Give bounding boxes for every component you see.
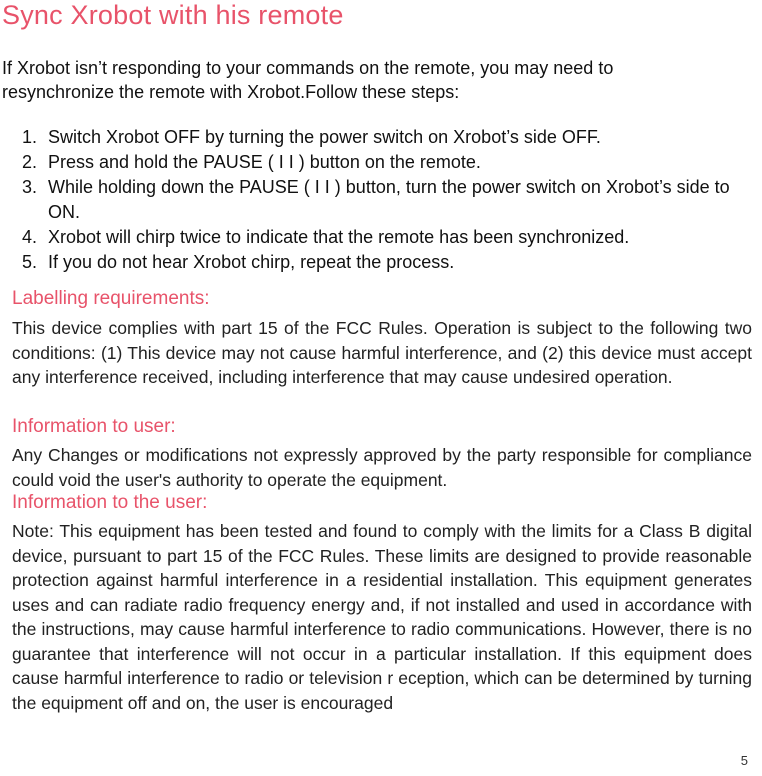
step-number: 3.: [22, 177, 38, 197]
info-user-heading: Information to user:: [12, 416, 176, 437]
step-item: [18, 225, 738, 250]
step-item: [18, 125, 738, 150]
page-title: Sync Xrobot with his remote: [2, 0, 344, 30]
step-item: [18, 150, 738, 175]
info-user-paragraph: Any Changes or modifications not expressly approved by the party responsible for compliance could void the user's authority to operate the equipment.: [12, 445, 752, 490]
step-number: 2.: [22, 152, 38, 172]
step-text: If you do not hear Xrobot chirp, repeat the process.: [48, 252, 455, 272]
sync-steps-list: [18, 125, 738, 275]
intro-paragraph: If Xrobot isn’t responding to your commands on the remote, you may need to resynchronize the remote with Xrobot.Follow these steps:: [2, 58, 614, 102]
step-text: Press and hold the PAUSE ( I I ) button on the remote.: [48, 152, 481, 172]
step-text: While holding down the PAUSE ( I I ) button, turn the power switch on Xrobot’s side to ON.: [48, 177, 730, 222]
step-text: Xrobot will chirp twice to indicate that the remote has been synchronized.: [48, 227, 630, 247]
step-number: 1.: [22, 127, 38, 147]
step-number: 4.: [22, 227, 38, 247]
step-item: [18, 250, 738, 275]
labelling-paragraph: This device complies with part 15 of the FCC Rules. Operation is subject to the following two conditions: (1) This device may not cause harmful interference, and (2) this device must accept any interference received, including interference that may cause undesired operation.: [12, 318, 752, 387]
labelling-heading: Labelling requirements:: [12, 288, 210, 309]
step-item: [18, 175, 738, 225]
info-the-user-paragraph: Note: This equipment has been tested and found to comply with the limits for a Class B digital device, pursuant to part 15 of the FCC Rules. These limits are designed to provide reasonable protection against harmful interference in a residential installation. This equipment generates uses and can radiate radio frequency energy and, if not installed and used in accordance with the instructions, may cause harmful interference to radio communications. However, there is no guarantee that interference will not occur in a particular installation. If this equipment does cause harmful interference to radio or television r eception, which can be determined by turning the equipment off and on, the user is encouraged: [12, 521, 752, 713]
page-number: 5: [740, 753, 748, 768]
step-text: Switch Xrobot OFF by turning the power switch on Xrobot’s side OFF.: [48, 127, 601, 147]
info-the-user-heading: Information to the user:: [12, 492, 208, 513]
step-number: 5.: [22, 252, 38, 272]
